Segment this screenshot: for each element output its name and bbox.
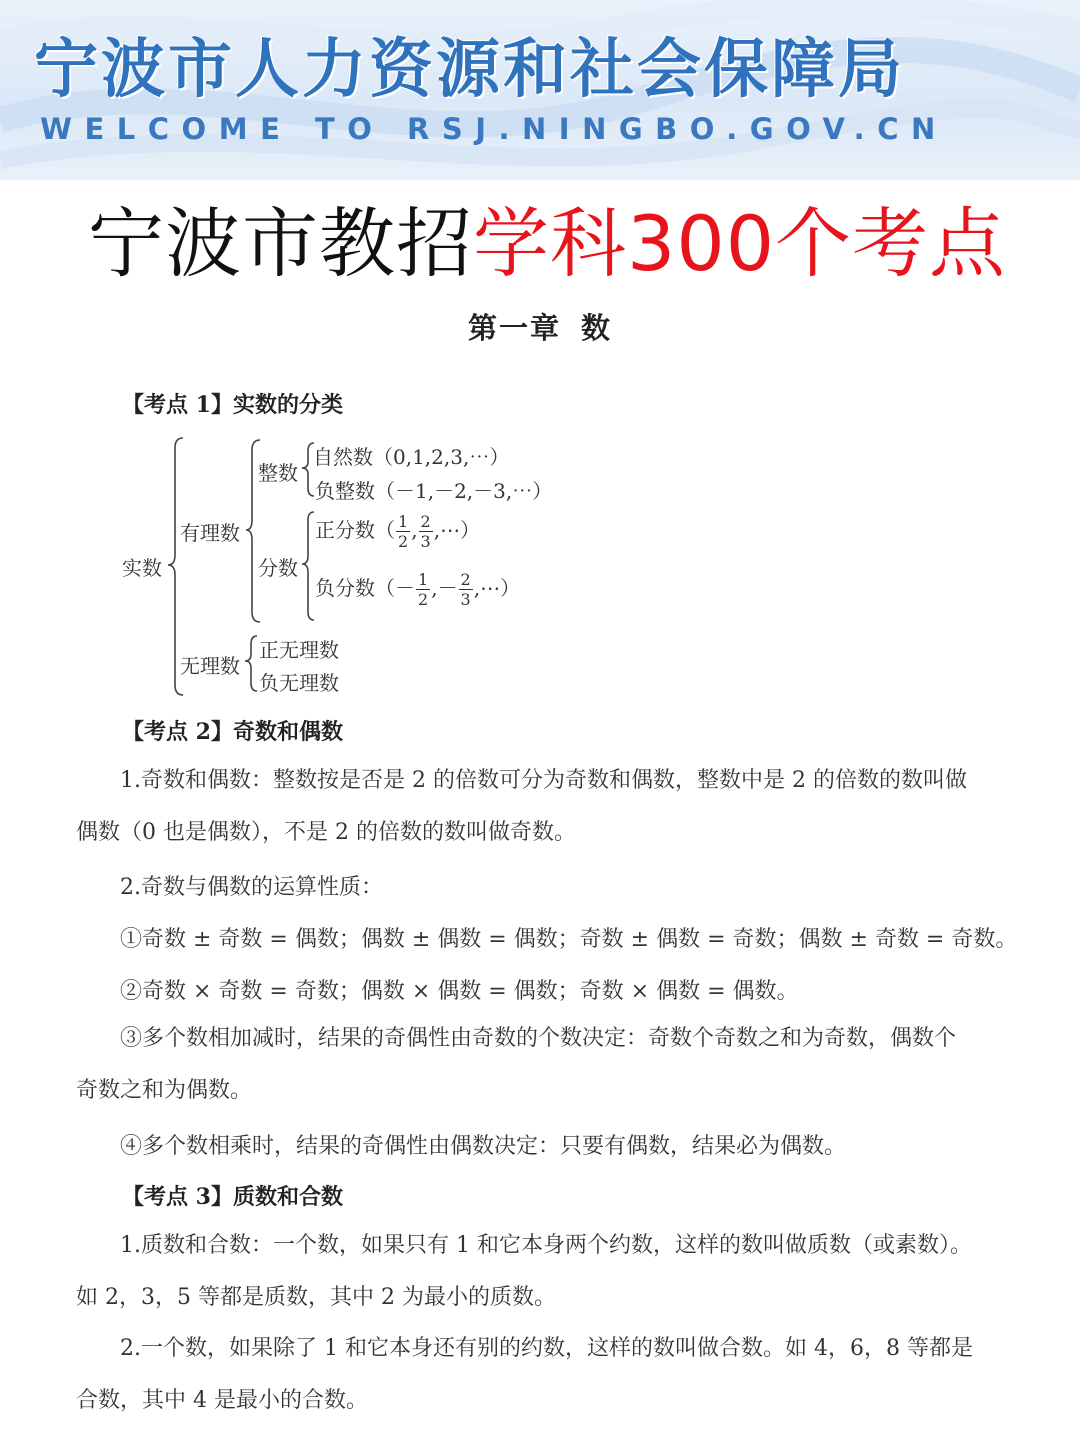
fraction-denominator: 3 bbox=[420, 532, 431, 551]
tree-irrational-numbers: 无理数 bbox=[180, 654, 240, 678]
fraction-numerator: 1 bbox=[418, 570, 429, 589]
banner-subtitle: WELCOME TO RSJ.NINGBO.GOV.CN bbox=[40, 112, 948, 146]
neg-fraction-mid: ,－ bbox=[431, 576, 458, 600]
tree-braces bbox=[0, 0, 1080, 720]
kp2-rule-1: ①奇数 ± 奇数 = 偶数；偶数 ± 偶数 = 偶数；奇数 ± 偶数 = 奇数；偶数 ± 奇数 = 奇数。 bbox=[120, 927, 1018, 952]
chapter-label: 第一章 bbox=[467, 311, 561, 345]
fraction-one-half bbox=[416, 570, 430, 609]
fraction-denominator: 3 bbox=[460, 590, 471, 609]
kp2-paragraph-1-text: 1.奇数和偶数：整数按是否是 2 的倍数可分为奇数和偶数，整数中是 2 的倍数的数叫做偶数（0 也是偶数），不是 2 的倍数的数叫做奇数。 bbox=[76, 768, 967, 845]
kp2-rule-3-text: ③多个数相加减时，结果的奇偶性由奇数的个数决定：奇数个奇数之和为奇数，偶数个奇数之和为偶数。 bbox=[76, 1026, 957, 1103]
fraction-numerator: 2 bbox=[460, 570, 471, 589]
kp1-heading: 【考点 1】实数的分类 bbox=[122, 392, 343, 418]
tree-negative-integers: 负整数（－1,－2,－3,⋯） bbox=[315, 479, 553, 503]
tree-integers: 整数 bbox=[258, 461, 298, 485]
kp3-paragraph-1-text: 1.质数和合数：一个数，如果只有 1 和它本身两个约数，这样的数叫做质数（或素数）。如 2，3，5 等都是质数，其中 2 为最小的质数。 bbox=[76, 1233, 972, 1310]
fraction-numerator: 2 bbox=[420, 512, 431, 531]
page-title-black: 宁波市教招 bbox=[88, 199, 473, 288]
fraction-numerator: 1 bbox=[398, 512, 409, 531]
tree-natural-numbers: 自然数（0,1,2,3,⋯） bbox=[313, 445, 510, 469]
fraction-denominator: 2 bbox=[398, 532, 409, 551]
pos-fraction-label: 正分数（ bbox=[315, 518, 395, 542]
tree-positive-irrationals: 正无理数 bbox=[259, 638, 339, 662]
kp2-rule-4: ④多个数相乘时，结果的奇偶性由偶数决定：只要有偶数，结果必为偶数。 bbox=[120, 1134, 847, 1159]
tree-positive-fractions bbox=[315, 512, 480, 551]
page-title-red: 学科300个考点 bbox=[473, 199, 1007, 288]
kp3-paragraph-1 bbox=[76, 1220, 976, 1324]
tree-negative-irrationals: 负无理数 bbox=[259, 671, 339, 695]
kp3-heading: 【考点 3】质数和合数 bbox=[122, 1184, 343, 1210]
tree-fractions: 分数 bbox=[258, 556, 298, 580]
fraction-two-thirds bbox=[419, 512, 433, 551]
neg-fraction-tail: ,⋯） bbox=[473, 576, 521, 600]
tree-real-numbers: 实数 bbox=[122, 556, 162, 580]
neg-fraction-label: 负分数（－ bbox=[315, 576, 415, 600]
fraction-one-half bbox=[396, 512, 410, 551]
fraction-denominator: 2 bbox=[418, 590, 429, 609]
fraction-comma: , bbox=[411, 518, 418, 542]
kp2-paragraph-2: 2.奇数与偶数的运算性质： bbox=[120, 875, 383, 900]
tree-rational-numbers: 有理数 bbox=[180, 521, 240, 545]
kp2-paragraph-1 bbox=[76, 755, 976, 859]
kp3-paragraph-2-text: 2.一个数，如果除了 1 和它本身还有别的约数，这样的数叫做合数。如 4，6，8 等都是合数，其中 4 是最小的合数。 bbox=[76, 1336, 973, 1413]
banner-title: 宁波市人力资源和社会保障局 bbox=[34, 33, 905, 107]
chapter-name: 数 bbox=[581, 311, 613, 345]
pos-fraction-tail: ,⋯） bbox=[433, 518, 481, 542]
kp2-rule-3 bbox=[76, 1013, 976, 1117]
kp2-rule-2: ②奇数 × 奇数 = 奇数；偶数 × 偶数 = 偶数；奇数 × 偶数 = 偶数。 bbox=[120, 979, 799, 1004]
fraction-two-thirds bbox=[459, 570, 473, 609]
tree-negative-fractions bbox=[315, 570, 520, 609]
kp3-paragraph-2 bbox=[76, 1323, 976, 1427]
kp2-heading: 【考点 2】奇数和偶数 bbox=[122, 719, 343, 745]
